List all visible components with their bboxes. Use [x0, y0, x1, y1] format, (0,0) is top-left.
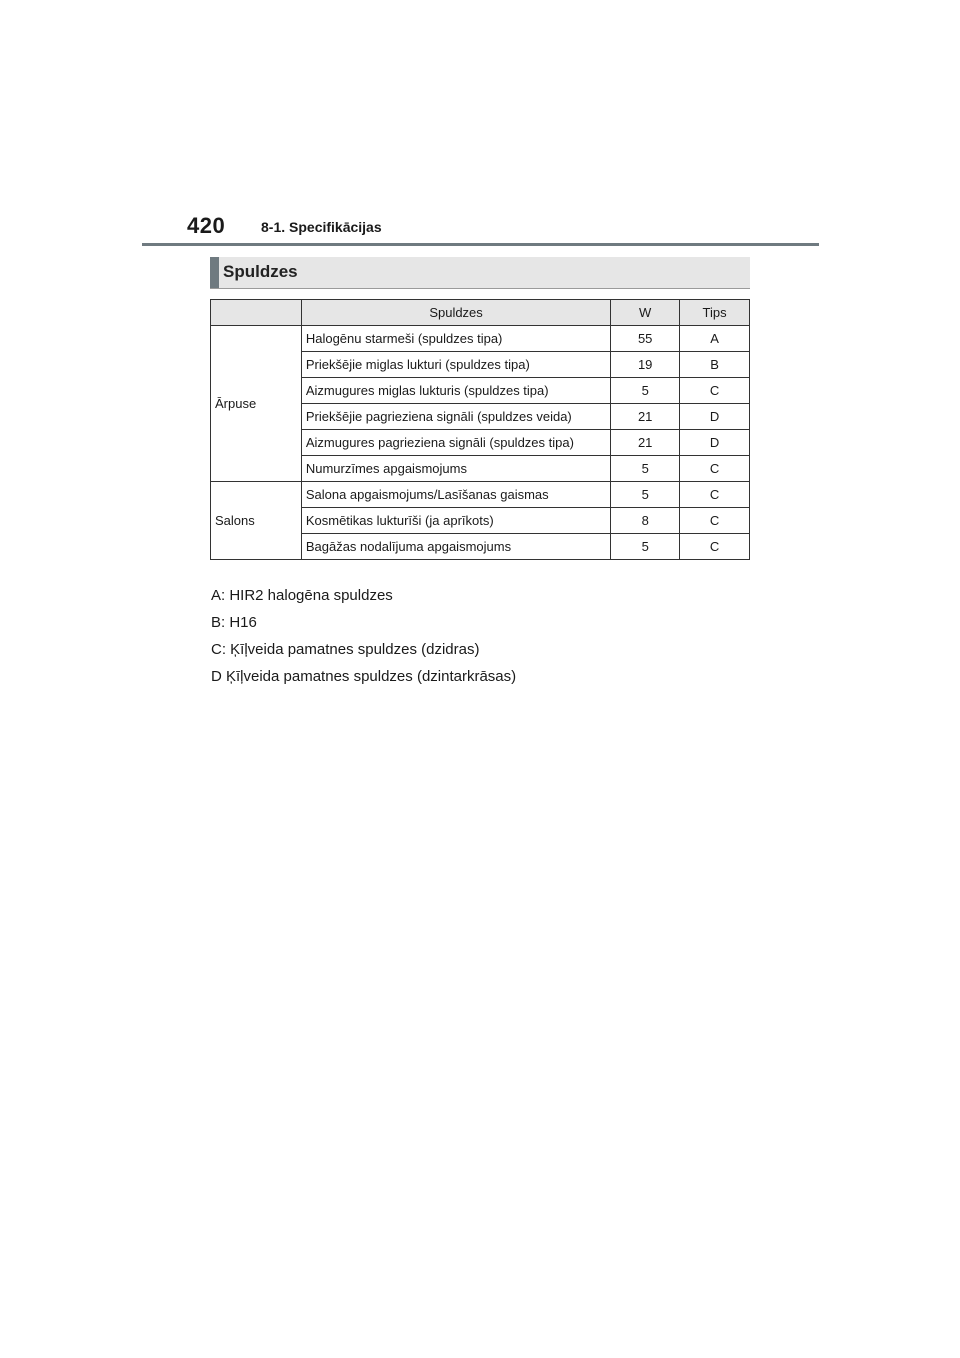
- bulbs-table: [210, 299, 750, 560]
- bulb-watts: 21: [611, 404, 680, 430]
- group-label-exterior: Ārpuse: [211, 326, 302, 482]
- bulb-type: C: [680, 534, 750, 560]
- group-label-interior: Salons: [211, 482, 302, 560]
- bulb-type: C: [680, 482, 750, 508]
- legend-item-a: A: HIR2 halogēna spuldzes: [211, 587, 393, 604]
- bulb-name: Aizmugures pagrieziena signāli (spuldzes tipa): [301, 430, 610, 456]
- bulb-type: C: [680, 508, 750, 534]
- bulb-watts: 19: [611, 352, 680, 378]
- bulb-type: B: [680, 352, 750, 378]
- bulb-watts: 5: [611, 378, 680, 404]
- bulb-name: Priekšējie pagrieziena signāli (spuldzes veida): [301, 404, 610, 430]
- bulb-name: Priekšējie miglas lukturi (spuldzes tipa): [301, 352, 610, 378]
- legend-item-b: B: H16: [211, 614, 257, 631]
- bulb-type: C: [680, 456, 750, 482]
- bulb-type: D: [680, 404, 750, 430]
- bulb-name: Salona apgaismojums/Lasīšanas gaismas: [301, 482, 610, 508]
- bulb-type: D: [680, 430, 750, 456]
- bulb-name: Halogēnu starmeši (spuldzes tipa): [301, 326, 610, 352]
- column-header-bulbs: Spuldzes: [301, 300, 610, 326]
- bulb-name: Kosmētikas lukturīši (ja aprīkots): [301, 508, 610, 534]
- legend-item-d: D Ķīļveida pamatnes spuldzes (dzintarkrāsas): [211, 668, 517, 685]
- section-title: 8-1. Specifikācijas: [261, 219, 382, 235]
- column-header-watts: W: [611, 300, 680, 326]
- legend: [211, 582, 516, 690]
- table-row: [211, 482, 750, 508]
- header-rule: [142, 243, 819, 246]
- bulb-watts: 5: [611, 456, 680, 482]
- column-header-group: [211, 300, 302, 326]
- bulb-name: Bagāžas nodalījuma apgaismojums: [301, 534, 610, 560]
- bulb-name: Numurzīmes apgaismojums: [301, 456, 610, 482]
- bulb-name: Aizmugures miglas lukturis (spuldzes tipa): [301, 378, 610, 404]
- bulb-watts: 21: [611, 430, 680, 456]
- table-header-row: [211, 300, 750, 326]
- bulb-watts: 5: [611, 534, 680, 560]
- page-number: 420: [187, 213, 226, 238]
- heading-title: Spuldzes: [223, 262, 298, 281]
- bulb-watts: 55: [611, 326, 680, 352]
- bulb-watts: 8: [611, 508, 680, 534]
- column-header-tips: Tips: [680, 300, 750, 326]
- bulb-type: C: [680, 378, 750, 404]
- heading-accent: [210, 257, 219, 288]
- heading-bar: [210, 257, 750, 289]
- bulb-watts: 5: [611, 482, 680, 508]
- legend-item-c: C: Ķīļveida pamatnes spuldzes (dzidras): [211, 641, 480, 658]
- table-row: [211, 326, 750, 352]
- bulb-type: A: [680, 326, 750, 352]
